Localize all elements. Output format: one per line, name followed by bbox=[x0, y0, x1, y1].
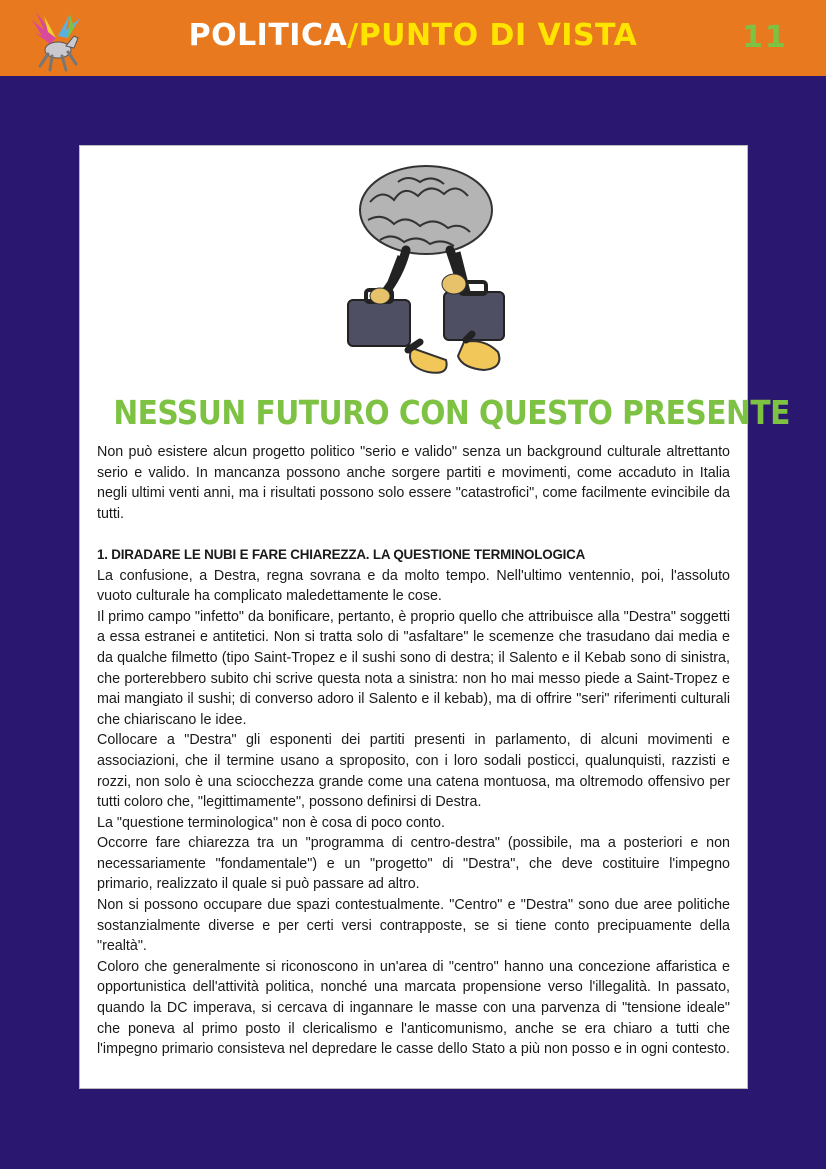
section-heading: 1. DIRADARE LE NUBI E FARE CHIAREZZA. LA QUESTIONE TERMINOLOGICA bbox=[97, 546, 586, 562]
intro-paragraph: Non può esistere alcun progetto politico "serio e valido" senza un background culturale altrettanto serio e valido. In mancanza possono anche sorgere partiti e movimenti, come accaduto in Italia negli ultimi venti anni, ma i risultati possono solo essere "catastrofici", come facilmente evincibile da tutti. bbox=[97, 444, 730, 522]
page-number: 11 bbox=[742, 20, 788, 55]
body-paragraph: La "questione terminologica" non è cosa di poco conto. bbox=[97, 814, 445, 831]
section-title bbox=[0, 18, 826, 53]
article-panel bbox=[79, 145, 790, 1089]
article-headline: NESSUN FUTURO CON QUESTO PRESENTE bbox=[113, 393, 790, 432]
body-paragraph: Collocare a "Destra" gli esponenti dei partiti presenti in parlamento, di alcuni movimenti e associazioni, che il termine usano a sproposito, con i loro sodali posticci, qualunquisti, razzisti e rozzi, non solo è una sciocchezza grande come una catena montuosa, ma oltremodo offensivo per tutti coloro che, "legittimamente", possono definirsi di Destra. bbox=[97, 732, 730, 811]
title-punto-di-vista: PUNTO DI VISTA bbox=[358, 18, 638, 53]
brain-with-suitcases-icon bbox=[308, 152, 538, 382]
body-paragraph: Il primo campo "infetto" da bonificare, pertanto, è proprio quello che attribuisce alla "Destra" soggetti a essa estranei e antitetici. Non si tratta solo di "asfaltare" le scemenze che trasudano dai media e da qualche filmetto (tipo Saint-Tropez e il sushi sono di destra; il Salento e il Kebab sono di sinistra, che porterebbero subito chi scrive questa nota a sinistra: non ho mai messo piede a Saint-Tropez e mai mangiato il sushi; di converso adoro il Salento e il kebab), ma di offrire "seri" riferimenti culturali che chiariscano le idee. bbox=[97, 608, 730, 728]
title-politica: POLITICA bbox=[188, 18, 348, 53]
article-body bbox=[97, 442, 730, 1060]
body-paragraph: Coloro che generalmente si riconoscono in un'area di "centro" hanno una concezione affaristica e opportunistica dell'attività politica, nonché una marcata propensione verso l'illegalità. In passato, quando la DC imperava, si cercava di ingannare le masse con una parvenza di "tensione ideale" che poneva al primo posto il clericalismo e l'anticomunismo, anche se era chiaro a tutti che l'impegno primario consisteva nel depredare le casse dello Stato a più non posso e in ogni contesto. bbox=[97, 958, 730, 1058]
title-slash: / bbox=[347, 18, 359, 53]
header-bar bbox=[0, 0, 826, 76]
body-paragraph: Non si possono occupare due spazi contestualmente. "Centro" e "Destra" sono due aree politiche sostanzialmente diverse e per certi versi contrapposte, se si tiene conto precipuamente della "realtà". bbox=[97, 897, 730, 955]
paragraph-gap bbox=[97, 524, 730, 545]
body-paragraph: La confusione, a Destra, regna sovrana e da molto tempo. Nell'ultimo ventennio, poi, l'assoluto vuoto culturale ha complicato maledettamente le cose. bbox=[97, 567, 730, 605]
body-paragraph: Occorre fare chiarezza tra un "programma di centro-destra" (possibile, ma a posteriori e non necessariamente "fondamentale") e un "progetto" di "Destra", che deve costituire l'impegno primario, realizzato il quale si può passare ad altro. bbox=[97, 835, 730, 893]
